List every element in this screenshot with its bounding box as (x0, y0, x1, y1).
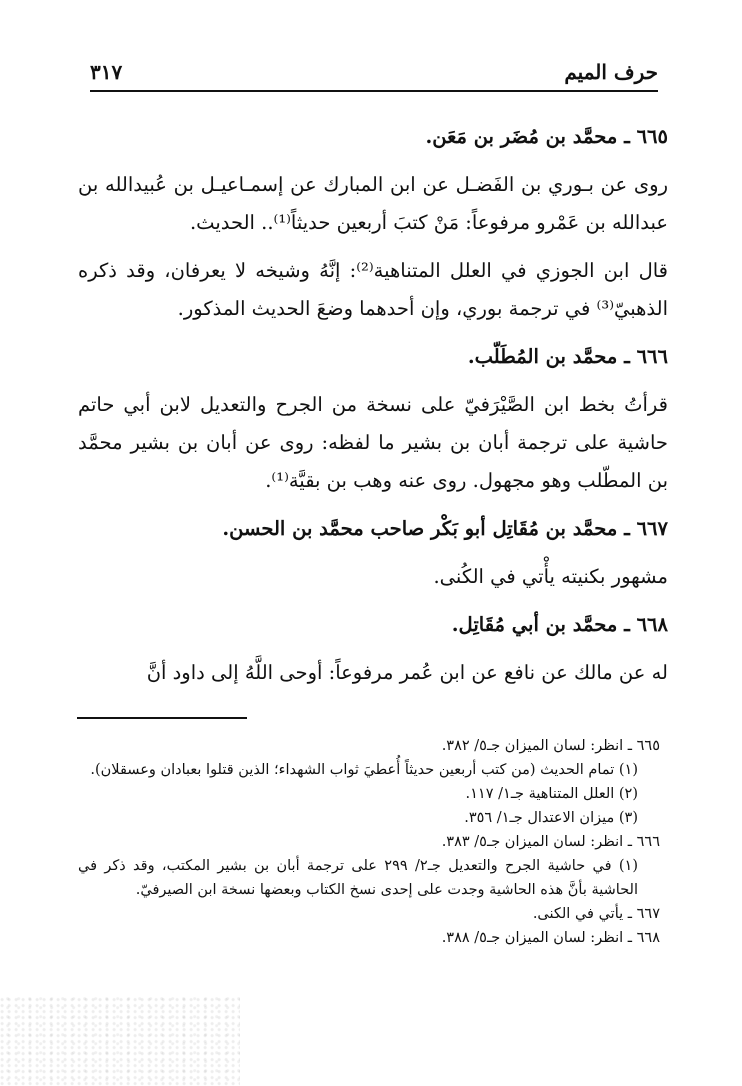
footnote-665-1: (١) تمام الحديث (من كتب أربعين حديثاً أُعطيَ ثواب الشهداء؛ الذين قتلوا بعبادان وعسقلان). (90, 762, 638, 778)
footnote-665-2: (٢) العلل المتناهية جـ١/ ١١٧. (465, 786, 638, 802)
entry-heading-667: ٦٦٧ ـ محمَّد بن مُقَاتِل أبو بَكْر صاحب محمَّد بن الحسن. (222, 517, 668, 540)
page-number: ٣١٧ (90, 60, 123, 84)
main-text (78, 118, 668, 702)
footnotes (78, 734, 660, 950)
footnote-668: ٦٦٨ ـ انظر: لسان الميزان جـ٥/ ٣٨٨. (441, 930, 660, 946)
entry-heading-668: ٦٦٨ ـ محمَّد بن أبي مُقَاتِل. (451, 613, 668, 636)
entry-665-paragraph-2: قال ابن الجوزي في العلل المتناهية⁽²⁾: إنَّهُ وشيخه لا يعرفان، وقد ذكره الذهبيّ⁽³⁾ في ترجمة بوري، وإن أحدهما وضعَ الحديث المذكور. (78, 259, 668, 320)
footnote-separator (77, 717, 247, 719)
running-title: حرف الميم (564, 60, 658, 84)
entry-665-paragraph-1: روى عن بـوري بن الفَضـل عن ابن المبارك عن إسمـاعيـل بن عُبيدالله بن عبدالله بن عَمْرو مرفوعاً: مَنْ كتبَ أربعين حديثاً⁽¹⁾.. الحديث. (78, 173, 668, 234)
footnote-666: ٦٦٦ ـ انظر: لسان الميزان جـ٥/ ٣٨٣. (441, 834, 660, 850)
entry-667-paragraph-1: مشهور بكنيته يأْتي في الكُنى. (433, 565, 668, 588)
footnote-667: ٦٦٧ ـ يأتي في الكنى. (532, 906, 660, 922)
entry-heading-666: ٦٦٦ ـ محمَّد بن المُطَلّب. (467, 345, 668, 368)
footnote-665-3: (٣) ميزان الاعتدال جـ١/ ٣٥٦. (464, 810, 638, 826)
footnote-666-1: (١) في حاشية الجرح والتعديل جـ٢/ ٢٩٩ على ترجمة أبان بن بشير المكتب، وقد ذكر في الحاشية بأنَّ هذه الحاشية وجدت على إحدى نسخ الكتاب وبعضها نسخة ابن الصيرفيّ. (78, 858, 638, 898)
scan-noise (0, 996, 240, 1086)
entry-666-paragraph-1: قرأتُ بخط ابن الصَّيْرَفيّ على نسخة من الجرح والتعديل لابن أبي حاتم حاشية على ترجمة أبان بن بشير ما لفظه: روى عن أبان بن بشير محمَّد بن المطّلب وهو مجهول. روى عنه وهب بن بقيَّة⁽¹⁾. (78, 393, 668, 492)
entry-668-paragraph-1: له عن مالك عن نافع عن ابن عُمر مرفوعاً: أوحى اللَّهُ إلى داود أنَّ (146, 661, 668, 684)
page-header (90, 58, 658, 92)
footnote-665: ٦٦٥ ـ انظر: لسان الميزان جـ٥/ ٣٨٢. (441, 738, 660, 754)
entry-heading-665: ٦٦٥ ـ محمَّد بن مُضَر بن مَعَن. (425, 125, 668, 148)
